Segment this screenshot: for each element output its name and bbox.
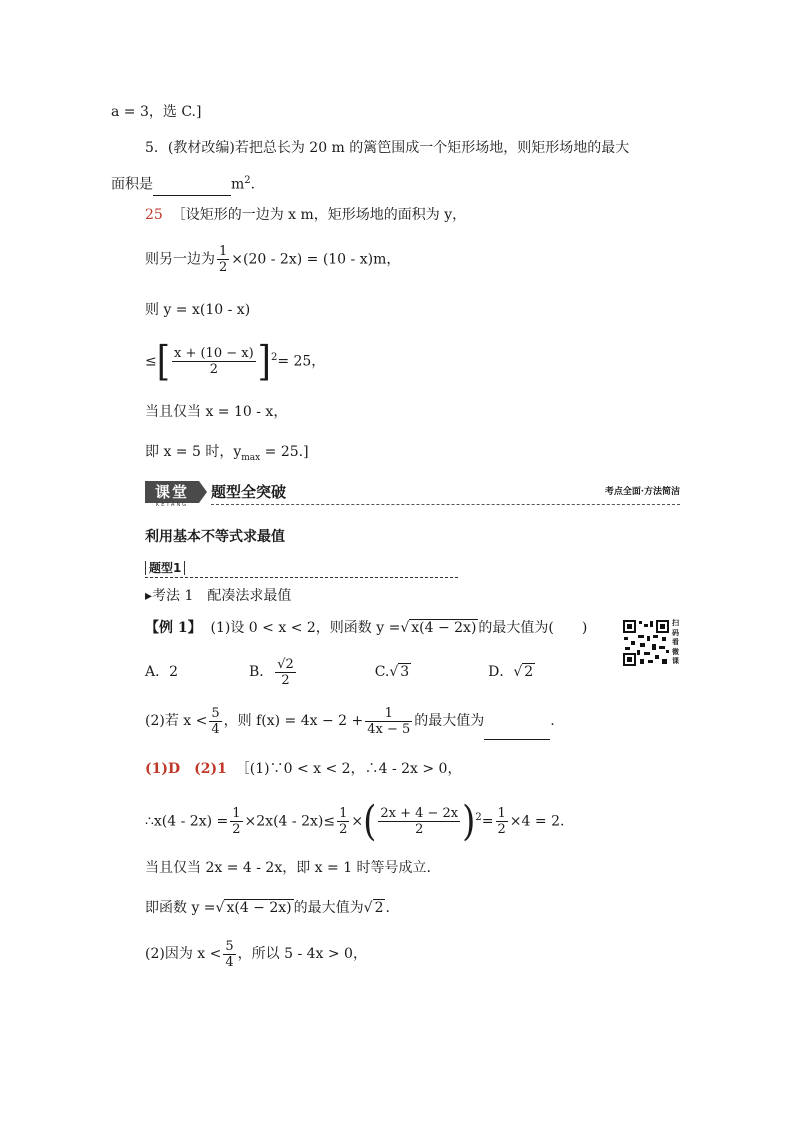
qr-code[interactable] xyxy=(622,619,670,667)
answer-line xyxy=(145,205,466,225)
fraction xyxy=(230,806,242,837)
denominator: 2 xyxy=(219,260,228,275)
sqrt-content: x(4 − 2x) xyxy=(411,620,477,636)
text: ，所以 5 - 4x > 0， xyxy=(237,946,367,962)
numerator: 5 xyxy=(211,705,220,721)
solution-line xyxy=(145,759,461,779)
option-b-label: B． xyxy=(248,664,274,680)
denominator: 2 xyxy=(497,822,506,838)
text: ×(20 - 2x) = (10 - x)m， xyxy=(231,251,401,268)
answer-value: 25 xyxy=(145,207,163,223)
question-5-cont xyxy=(111,171,255,196)
denominator: 4 xyxy=(225,954,234,970)
denominator: 2 xyxy=(415,822,424,838)
fraction xyxy=(378,806,460,837)
fraction xyxy=(275,657,296,688)
text: = 25， xyxy=(277,353,326,370)
text: 面积是 xyxy=(111,176,153,193)
text: 的最大值为 xyxy=(414,713,485,729)
text: ×2x(4 - 2x)≤ xyxy=(244,813,336,830)
numerator: 1 xyxy=(365,706,412,722)
text: 则另一边为 xyxy=(145,251,215,268)
superscript: 2 xyxy=(475,812,482,823)
denominator: 2 xyxy=(339,822,348,838)
text: 即 x = 5 时，y xyxy=(145,444,242,460)
option-d-value: 2 xyxy=(524,664,534,680)
example-1-q1 xyxy=(145,618,587,638)
solution-line xyxy=(145,337,326,386)
sqrt-content: x(4 − 2x) xyxy=(226,900,292,916)
paren-left: ( xyxy=(363,797,377,846)
text: = xyxy=(481,813,494,830)
text: × xyxy=(351,813,364,830)
example-1-q2 xyxy=(145,703,555,740)
sqrt-sign: √ xyxy=(513,664,523,680)
banner-subtitle: 考点全面·方法简洁 xyxy=(604,487,680,497)
superscript: 2 xyxy=(270,352,278,363)
fraction xyxy=(217,244,229,275)
text: ［(1)∵0 < x < 2，∴4 - 2x > 0， xyxy=(235,761,462,777)
denominator: 2 xyxy=(209,362,218,378)
numerator: 1 xyxy=(219,244,228,259)
fraction xyxy=(209,706,221,737)
bracket-right: ] xyxy=(257,337,271,386)
text: m xyxy=(231,176,245,193)
solution-line xyxy=(145,244,400,275)
numerator: 1 xyxy=(339,806,348,822)
sqrt-sign: √ xyxy=(215,900,225,916)
fraction xyxy=(172,346,256,377)
numerator: 2x + 4 − 2x xyxy=(380,806,459,822)
solution-line xyxy=(145,898,390,918)
numerator: 5 xyxy=(225,938,234,954)
options-row xyxy=(145,655,535,689)
text: = 25.] xyxy=(260,444,309,460)
numerator: x + (10 − x) xyxy=(174,346,254,362)
answer-blank xyxy=(153,175,231,196)
solution-line: 当且仅当 x = 10 - x， xyxy=(145,404,288,420)
text: (2)因为 x < xyxy=(145,946,222,962)
qr-label: 扫码看微课 xyxy=(672,619,679,665)
section-banner xyxy=(145,481,680,507)
fraction xyxy=(223,939,235,970)
fraction xyxy=(496,806,508,837)
text-line: a = 3，选 C.] xyxy=(111,104,202,120)
solution-line: 则 y = x(10 - x) xyxy=(145,302,251,318)
answer-value: (1)D (2)1 xyxy=(145,761,227,777)
text: ，则 f(x) = 4x − 2 + xyxy=(223,713,364,729)
option-d-label: D． xyxy=(488,664,514,680)
text: (1)设 0 < x < 2，则函数 y = xyxy=(210,620,401,636)
method-heading: ▸考法 1 配凑法求最值 xyxy=(145,588,292,604)
denominator: 2 xyxy=(232,822,241,838)
text: 的最大值为( ) xyxy=(478,620,588,636)
paren-right: ) xyxy=(462,797,476,846)
denominator: 4 xyxy=(211,721,220,737)
bracket-left: [ xyxy=(156,337,170,386)
text: . xyxy=(385,900,390,916)
banner-divider xyxy=(211,504,680,505)
banner-title: 题型全突破 xyxy=(211,483,287,501)
banner-tag-sub: KETANG xyxy=(155,502,189,508)
solution-line xyxy=(145,442,309,468)
text: 即函数 y = xyxy=(145,900,216,916)
subscript: max xyxy=(241,452,261,463)
fraction xyxy=(337,806,349,837)
superscript: 2 xyxy=(244,175,251,186)
question-5: 5．(教材改编)若把总长为 20 m 的篱笆围成一个矩形场地，则矩形场地的最大 xyxy=(145,140,630,156)
sqrt-sign: √ xyxy=(363,900,373,916)
text: ×4 = 2. xyxy=(509,813,565,830)
example-label: 【例 1】 xyxy=(145,620,202,636)
option-a: A．2 xyxy=(145,664,179,680)
sqrt-sign: √ xyxy=(389,664,399,680)
leq-sign: ≤ xyxy=(145,353,157,370)
fraction xyxy=(365,706,412,737)
solution-line xyxy=(145,936,367,972)
sqrt-content: 2 xyxy=(374,900,384,916)
answer-blank xyxy=(484,703,550,740)
numerator: 1 xyxy=(232,806,241,822)
text: . xyxy=(550,713,555,729)
text: ［设矩形的一边为 x m，矩形场地的面积为 y， xyxy=(171,207,467,223)
text: ∴x(4 - 2x) = xyxy=(145,813,229,830)
solution-line: 当且仅当 2x = 4 - 2x，即 x = 1 时等号成立. xyxy=(145,860,432,876)
section-title: 利用基本不等式求最值 xyxy=(145,529,285,545)
numerator: √2 xyxy=(277,656,294,672)
denominator: 4x − 5 xyxy=(367,721,411,737)
numerator: 1 xyxy=(497,806,506,822)
text: 的最大值为 xyxy=(293,900,364,916)
sqrt-sign: √ xyxy=(400,620,410,636)
banner-arrow xyxy=(199,481,207,503)
solution-line xyxy=(145,797,565,846)
type-divider xyxy=(145,577,458,578)
text: (2)若 x < xyxy=(145,713,208,729)
banner-tag: 课堂 xyxy=(145,481,199,503)
type-label: 题型1 xyxy=(145,561,185,575)
denominator: 2 xyxy=(281,672,290,688)
option-c-label: C. xyxy=(374,664,390,680)
option-c-value: 3 xyxy=(400,664,410,680)
text: . xyxy=(250,176,256,193)
